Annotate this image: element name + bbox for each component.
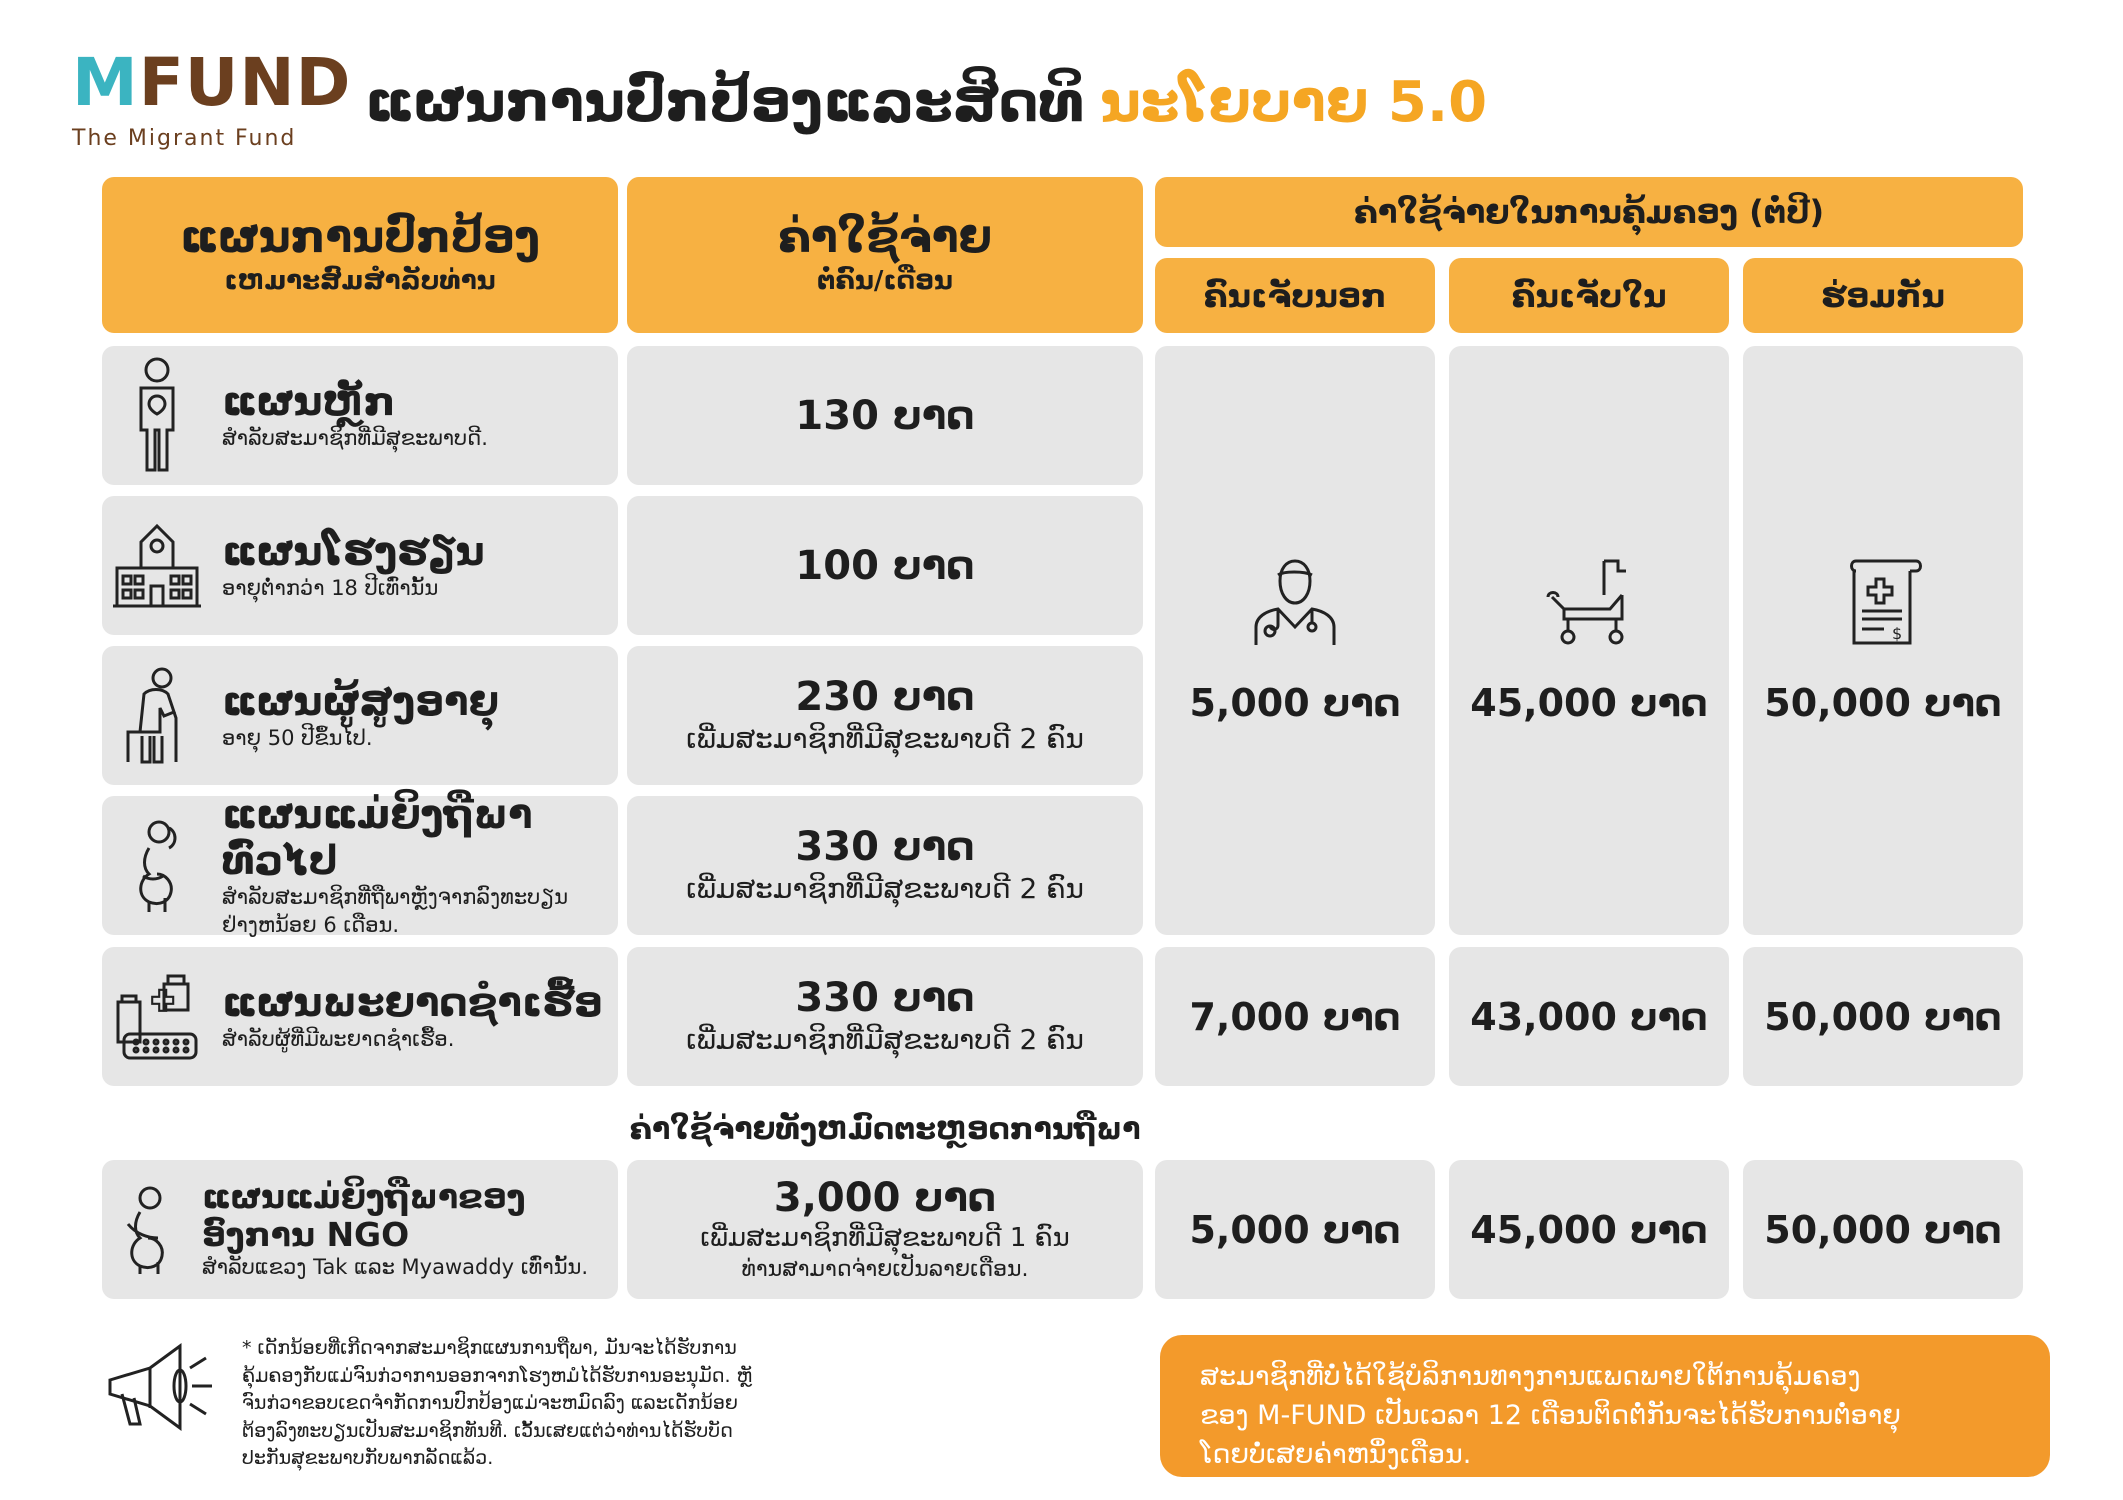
footnote-line: ຄຸ້ມຄອງກັບແມ່ຈົນກ່ວາການອອກຈາກໂຮງຫມໍໄດ້ຮັບການອະນຸມັດ. ຫຼັ	[242, 1364, 753, 1387]
plan-name: ແຜນແມ່ຍິງຖືພາຂອງອົງການ NGO	[202, 1176, 526, 1254]
footnote-line: ປະກັນສຸຂະພາບກັບພາກລັດແລ້ວ.	[242, 1447, 494, 1470]
header-outpatient	[1155, 258, 1435, 333]
footnote-line: ຈົນກ່ວາຂອບເຂດຈໍາກັດການປົກປ້ອງແມ່ຈະຫມົດລົງ ແລະເດັກນ້ອຍ	[242, 1392, 738, 1415]
coverage-outpatient-shared	[1155, 346, 1435, 935]
footnote-line: ຕ້ອງລົງທະບຽນເປັນສະມາຊິກທັນທີ. ເວັ້ນເສຍແຕ່ວ່າທ່ານໄດ້ຮັບບັດ	[242, 1419, 733, 1442]
coverage-amount: 5,000 ບາດ	[1189, 680, 1401, 725]
price-card-chronic	[627, 947, 1143, 1086]
plan-card-pregnancy	[102, 792, 618, 937]
plan-name: ແຜນແມ່ຍິງຖືພາທົ່ວໄປ	[222, 792, 533, 885]
coverage-amount: 50,000 ບາດ	[1764, 994, 2002, 1039]
price-card-elderly	[627, 646, 1143, 785]
bill-icon	[1840, 557, 1926, 647]
header-funeral-label: ຮ່ອມກັນ	[1821, 276, 1945, 315]
pregnant-ngo-icon	[102, 1184, 202, 1276]
coverage-funeral-shared	[1743, 346, 2023, 935]
plan-desc: ສໍາລັບແຂວງ Tak ແລະ Myawaddy ເທົ່ານັ້ນ.	[202, 1254, 589, 1279]
footnote	[242, 1335, 842, 1473]
plan-card-ngo	[102, 1160, 618, 1299]
header-coverage	[1155, 177, 2023, 247]
header-plan-subtitle: ເຫມາະສົມສໍາລັບທ່ານ	[224, 265, 496, 296]
plan-price-note: ເພີ່ມສະມາຊິກທີ່ມີສຸຂະພາບດີ 1 ຄົນ	[700, 1223, 1070, 1254]
plan-price-note: ເພີ່ມສະມາຊິກທີ່ມີສຸຂະພາບດີ 2 ຄົນ	[686, 1023, 1084, 1057]
header-coverage-title: ຄ່າໃຊ້ຈ່າຍໃນການຄຸ້ມຄອງ (ຕໍ່ປີ)	[1353, 193, 1825, 231]
coverage-amount: 45,000 ບາດ	[1470, 680, 1708, 725]
header-inpatient-label: ຄົນເຈັບໃນ	[1511, 276, 1667, 315]
svg-text:$: $	[1892, 623, 1903, 643]
doctor-icon	[1252, 557, 1338, 647]
logo-m: M	[72, 44, 139, 121]
coverage-amount: 5,000 ບາດ	[1189, 1207, 1401, 1252]
logo-fund: FUND	[138, 44, 352, 121]
logo	[72, 44, 352, 151]
header-cost	[627, 177, 1143, 333]
elderly-icon	[102, 666, 212, 766]
coverage-outpatient-chronic	[1155, 947, 1435, 1086]
plan-card-school	[102, 496, 618, 635]
plan-price: 130 ບາດ	[795, 392, 975, 439]
policy-version: ນະໂຍບາຍ 5.0	[1100, 70, 1488, 135]
notice-line: ໂດຍບໍ່ເສຍຄ່າຫນຶ່ງເດືອນ.	[1200, 1439, 1472, 1471]
coverage-inpatient-chronic	[1449, 947, 1729, 1086]
coverage-funeral-ngo	[1743, 1160, 2023, 1299]
coverage-amount: 7,000 ບາດ	[1189, 994, 1401, 1039]
header-outpatient-label: ຄົນເຈັບນອກ	[1203, 276, 1387, 315]
coverage-inpatient-shared	[1449, 346, 1729, 935]
school-icon	[102, 520, 212, 612]
coverage-amount: 50,000 ບາດ	[1764, 680, 2002, 725]
header-plan	[102, 177, 618, 333]
logo-subtitle: The Migrant Fund	[72, 126, 297, 151]
page-title: ແຜນການປົກປ້ອງແລະສິດທິ	[365, 70, 1085, 135]
plan-name: ແຜນຫຼັກ	[222, 378, 396, 425]
header-plan-title: ແຜນການປົກປ້ອງ	[180, 211, 540, 263]
plan-name: ແຜນໂຮງຮຽນ	[222, 528, 485, 575]
price-card-school	[627, 496, 1143, 635]
plan-price: 230 ບາດ	[795, 674, 975, 721]
person-icon	[102, 356, 212, 476]
plan-card-main	[102, 346, 618, 485]
plan-desc: ຢ່າງຫນ້ອຍ 6 ເດືອນ.	[222, 912, 400, 937]
plan-price-note: ເພີ່ມສະມາຊິກທີ່ມີສຸຂະພາບດີ 2 ຄົນ	[686, 722, 1084, 756]
plan-price-note: ເພີ່ມສະມາຊິກທີ່ມີສຸຂະພາບດີ 2 ຄົນ	[686, 872, 1084, 906]
coverage-amount: 50,000 ບາດ	[1764, 1207, 2002, 1252]
plan-price: 3,000 ບາດ	[773, 1175, 997, 1222]
notice-line: ຂອງ M-FUND ເປັນເວລາ 12 ເດືອນຕິດຕໍ່ກັນຈະໄດ້ຮັບການຕໍ່ອາຍຸ	[1200, 1400, 1901, 1432]
plan-desc: ສໍາລັບຜູ້ທີ່ມີພະຍາດຊໍາເຮື້ອ.	[222, 1026, 455, 1051]
coverage-funeral-chronic	[1743, 947, 2023, 1086]
ngo-section-label: ຄ່າໃຊ້ຈ່າຍທັງຫມົດຕະຫຼອດການຖືພາ	[629, 1112, 1141, 1147]
price-card-main	[627, 346, 1143, 485]
coverage-outpatient-ngo	[1155, 1160, 1435, 1299]
hospital-bed-icon	[1544, 557, 1634, 647]
plan-card-elderly	[102, 646, 618, 785]
price-card-ngo	[627, 1160, 1143, 1299]
plan-name: ແຜນຜູ້ສູງອາຍຸ	[222, 678, 499, 725]
plan-price: 330 ບາດ	[795, 975, 975, 1022]
plan-desc: ສໍາລັບສະມາຊິກທີ່ຖືພາຫຼັງຈາກລົງທະບຽນ	[222, 885, 569, 910]
plan-price-note-2: ທ່ານສາມາດຈ່າຍເປັນລາຍເດືອນ.	[741, 1257, 1029, 1283]
pregnant-icon	[102, 818, 212, 914]
notice-line: ສະມາຊິກທີ່ບໍ່ໄດ້ໃຊ້ບໍລິການທາງການແພດພາຍໃຕ້ການຄຸ້ມຄອງ	[1200, 1361, 1861, 1392]
header-funeral	[1743, 258, 2023, 333]
coverage-inpatient-ngo	[1449, 1160, 1729, 1299]
plan-desc: ອາຍຸ 50 ປີຂຶ້ນໄປ.	[222, 725, 373, 750]
plan-price: 330 ບາດ	[795, 824, 975, 871]
footnote-line: * ເດັກນ້ອຍທີ່ເກີດຈາກສະມາຊິກແຜນການຖືພາ, ມັນຈະໄດ້ຮັບການ	[242, 1337, 737, 1359]
plan-desc: ສໍາລັບສະມາຊິກທີ່ມີສຸຂະພາບດີ.	[222, 425, 488, 450]
header-cost-title: ຄ່າໃຊ້ຈ່າຍ	[777, 211, 993, 263]
megaphone-icon	[100, 1340, 215, 1440]
plan-desc: ອາຍຸຕໍ່າກວ່າ 18 ປີເທົ່ານັ້ນ	[222, 575, 439, 600]
coverage-amount: 43,000 ບາດ	[1470, 994, 1708, 1039]
plan-name: ແຜນພະຍາດຊໍາເຮື້ອ	[222, 979, 603, 1026]
price-card-pregnancy	[627, 796, 1143, 935]
header-inpatient	[1449, 258, 1729, 333]
coverage-amount: 45,000 ບາດ	[1470, 1207, 1708, 1252]
renewal-notice	[1160, 1335, 2050, 1477]
medicine-icon	[102, 972, 212, 1062]
plan-card-chronic	[102, 947, 618, 1086]
plan-price: 100 ບາດ	[795, 542, 975, 589]
header-cost-subtitle: ຕໍ່ຄົນ/ເດືອນ	[817, 265, 953, 296]
